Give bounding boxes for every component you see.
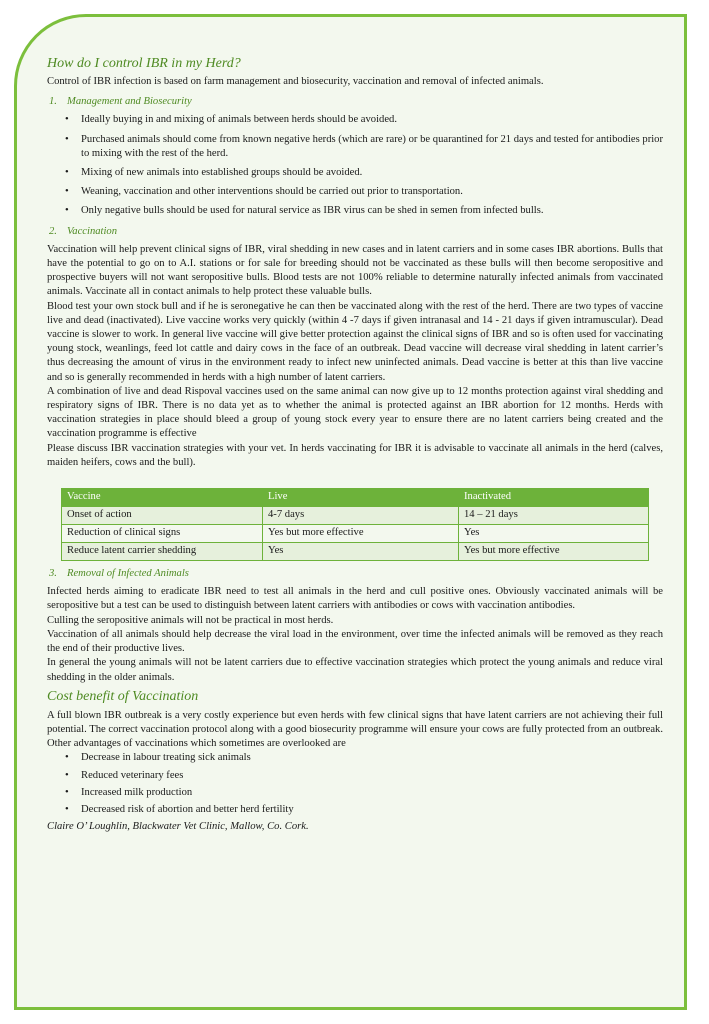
section-title: Management and Biosecurity — [67, 96, 192, 108]
list-item: • Only negative bulls should be used for natural service as IBR virus can be shed in semen from infected bulls. — [81, 204, 663, 218]
table-header: Inactivated — [459, 489, 649, 507]
list-item: • Increased milk production — [81, 786, 663, 800]
table-cell: Reduce latent carrier shedding — [62, 543, 263, 561]
list-item: • Mixing of new animals into established groups should be avoided. — [81, 166, 663, 180]
paragraph: A full blown IBR outbreak is a very costly experience but even herds with few clinical signs that have latent carriers are not achieving their full potential. The correct vaccination protocol along with a good biosecurity programme will ensure your cows are fully protected from an outbreak. Other advantages of vaccinations which sometimes are overlooked are — [47, 709, 663, 750]
paragraph: In general the young animals will not be latent carriers due to effective vaccination strategies which protect the young animals and reduce viral shedding in the older animals. — [47, 657, 663, 683]
paragraph: Infected herds aiming to eradicate IBR need to test all animals in the herd and cull positive ones. Obviously vaccinated animals will be seropositive but a test can be used to distinguish between latent carriers with antibodies or cows with vaccination antibodies. — [47, 586, 663, 612]
list-item: • Purchased animals should come from known negative herds (which are rare) or be quarantined for 21 days and tested for antibodies prior to mixing with the rest of the herd. — [81, 133, 663, 161]
section-title: Removal of Infected Animals — [67, 568, 189, 580]
list-item: • Decreased risk of abortion and better herd fertility — [81, 803, 663, 817]
table-cell: Yes — [263, 543, 459, 561]
table-cell: Yes but more effective — [263, 525, 459, 543]
section-number: 1. — [49, 96, 57, 108]
paragraph: Culling the seropositive animals will not be practical in most herds. — [47, 614, 334, 626]
table-cell: 14 – 21 days — [459, 507, 649, 525]
section-heading-vaccination — [47, 225, 663, 239]
cost-benefit-heading: Cost benefit of Vaccination — [47, 688, 199, 704]
article-content — [47, 55, 663, 834]
table-row — [62, 543, 649, 561]
section-title: Vaccination — [67, 225, 118, 237]
paragraph: Vaccination will help prevent clinical signs of IBR, viral shedding in new cases and in latent carriers and in some cases IBR abortions. Bulls that have the potential to go on to A.I. stations or for sale for breeding should not be vaccinated as these bulls will then become seropositive and prospective buyers will not want seropositive bulls. Blood tests are not 100% reliable to determine naturally infected animals from vaccinated animals. Vaccinate all in contact animals to help protect these valuable bulls. — [47, 243, 663, 298]
table-row — [62, 525, 649, 543]
section-number: 2. — [49, 225, 57, 237]
paragraph: Blood test your own stock bull and if he is seronegative he can then be vaccinated along with the rest of the herd. There are two types of vaccine live and dead (inactivated). Live vaccine works very quickly (within 4 -7 days if given intranasal and 14 - 21 days if given intramuscular). Dead vaccine is slower to work. In general live vaccine will give better protection against the clinical signs of IBR and so is often used for vaccinating young stock, weanlings, feed lot cattle and dairy cows in the face of an outbreak. Dead vaccine will decrease viral shedding in latent carrier’s thus decreasing the amount of virus in the environment ready to infect new uninfected animals. Dead vaccine is better at this than live vaccine and so is generally recommended in herds with a high number of latent carriers. — [47, 300, 663, 383]
table-cell: 4-7 days — [263, 507, 459, 525]
list-item: • Weaning, vaccination and other interventions should be carried out prior to transportation. — [81, 185, 663, 199]
section-heading-removal — [47, 567, 663, 581]
vaccine-comparison-table — [61, 488, 649, 561]
section-heading-management — [47, 95, 663, 109]
paragraph: Please discuss IBR vaccination strategies with your vet. In herds vaccinating for IBR it is advisable to vaccinate all animals in the herd (calves, maiden heifers, cows and the bull). — [47, 442, 663, 468]
advantages-list — [47, 751, 663, 817]
table-cell: Yes but more effective — [459, 543, 649, 561]
table-row — [62, 507, 649, 525]
table-cell: Onset of action — [62, 507, 263, 525]
page-title: How do I control IBR in my Herd? — [47, 56, 241, 71]
list-item: • Reduced veterinary fees — [81, 769, 663, 783]
table-header: Vaccine — [62, 489, 263, 507]
section-number: 3. — [49, 568, 57, 580]
intro-paragraph: Control of IBR infection is based on farm management and biosecurity, vaccination and removal of infected animals. — [47, 76, 544, 87]
table-header: Live — [263, 489, 459, 507]
table-header-row — [62, 489, 649, 507]
management-list — [47, 113, 663, 218]
paragraph: A combination of live and dead Rispoval vaccines used on the same animal can now give up to 12 months protection against viral shedding and respiratory signs of IBR. There is no data yet as to whether the animal is protected against an IBR abortion for 12 months. Herds with vaccination strategies in place should bleed a group of young stock every year to ensure there are no latent carriers being created and the vaccination programme is effective — [47, 385, 663, 440]
table-cell: Yes — [459, 525, 649, 543]
list-item: • Decrease in labour treating sick animals — [81, 751, 663, 765]
author-signoff: Claire O’ Loughlin, Blackwater Vet Clinic, Mallow, Co. Cork. — [47, 821, 309, 833]
list-item: • Ideally buying in and mixing of animals between herds should be avoided. — [81, 113, 663, 127]
paragraph: Vaccination of all animals should help decrease the viral load in the environment, over time the infected animals will be removed as they reach the end of their productive lives. — [47, 628, 663, 655]
table-cell: Reduction of clinical signs — [62, 525, 263, 543]
